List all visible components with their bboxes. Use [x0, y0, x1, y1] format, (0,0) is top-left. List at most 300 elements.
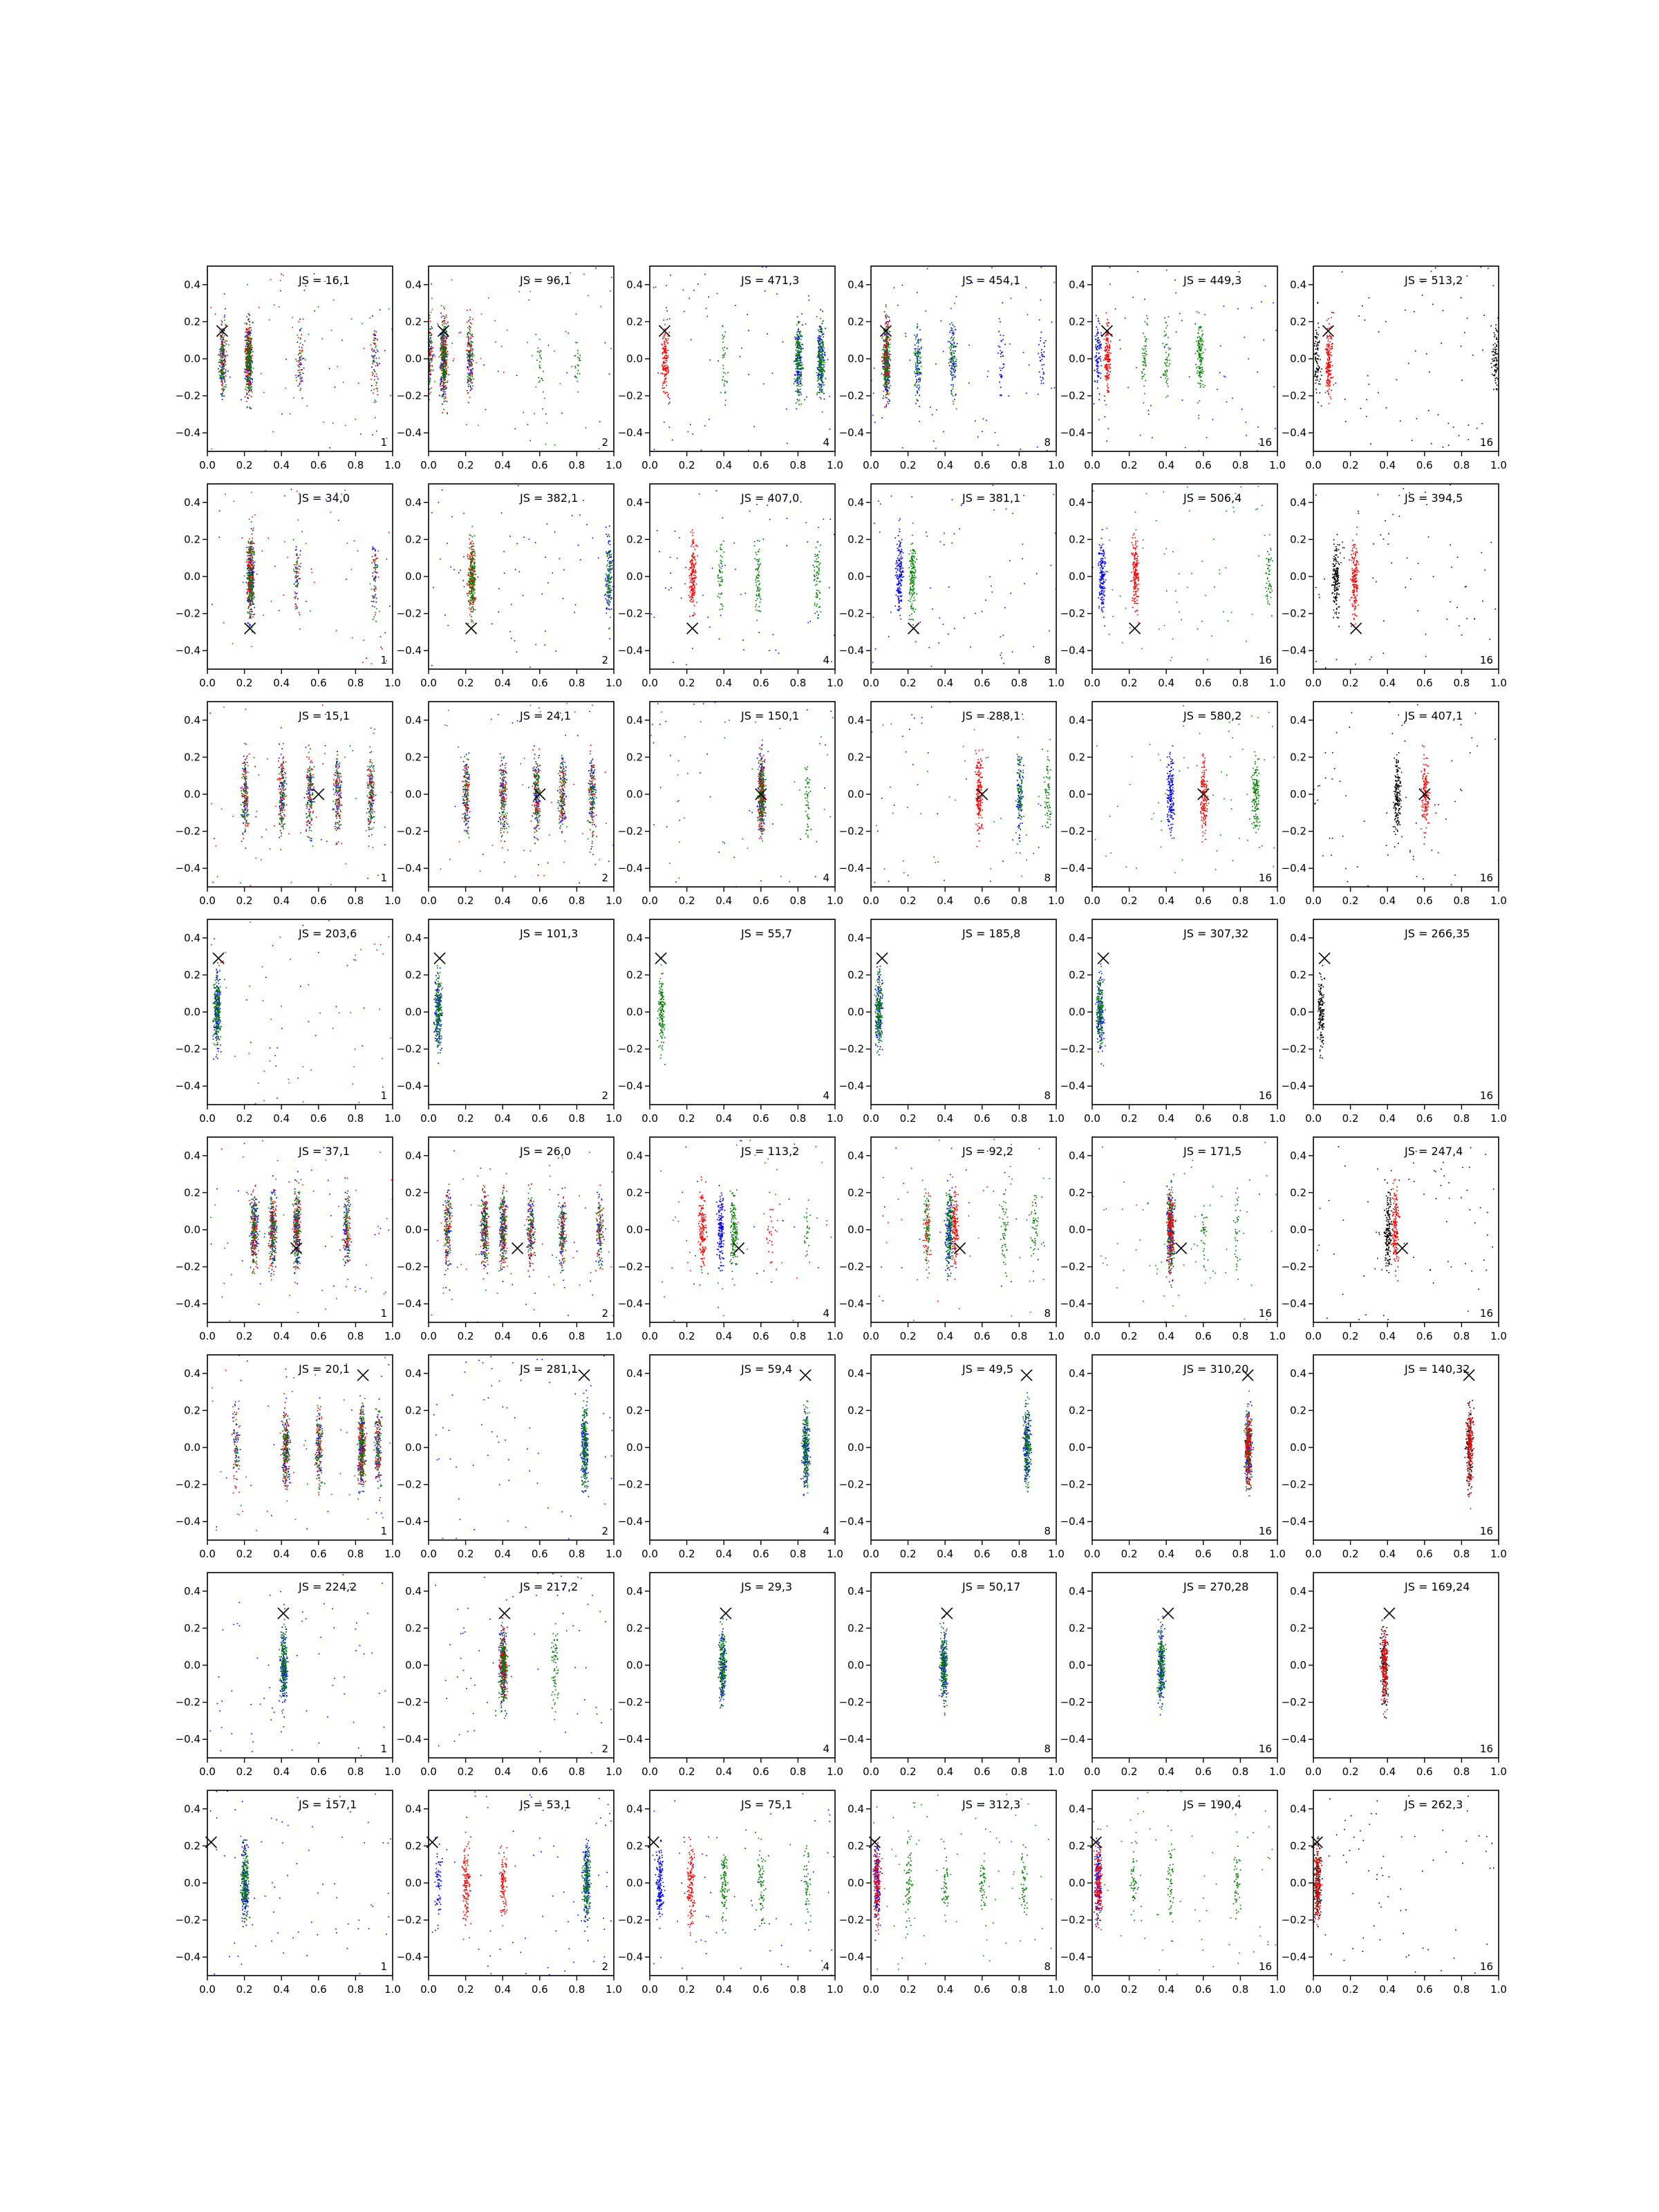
x-tick-label: 0.8 — [789, 459, 806, 471]
scatter-point — [1314, 354, 1315, 355]
scatter-point — [720, 392, 722, 393]
scatter-point — [279, 306, 280, 308]
scatter-point — [219, 365, 221, 366]
scatter-point — [430, 337, 431, 338]
scatter-point — [1316, 332, 1318, 333]
scatter-point — [225, 308, 226, 310]
scatter-point — [919, 353, 921, 355]
scatter-point — [902, 447, 903, 449]
scatter-point — [431, 334, 433, 335]
scatter-point — [431, 343, 432, 344]
scatter-point — [724, 347, 725, 348]
scatter-point — [297, 370, 299, 371]
scatter-point — [951, 372, 953, 373]
scatter-point — [469, 374, 470, 375]
scatter-point — [888, 399, 890, 400]
scatter-point — [560, 383, 561, 384]
scatter-point — [300, 360, 301, 362]
scatter-point — [301, 347, 303, 348]
scatter-point — [919, 384, 920, 386]
scatter-point — [817, 393, 818, 394]
scatter-points — [871, 267, 1055, 451]
scatter-point — [377, 349, 378, 350]
scatter-point — [1166, 369, 1168, 371]
scatter-point — [527, 424, 529, 426]
scatter-point — [377, 365, 379, 366]
scatter-point — [471, 359, 472, 360]
x-tick-label: 1.0 — [1490, 459, 1507, 471]
scatter-point — [1110, 364, 1112, 365]
scatter-point — [430, 353, 431, 354]
scatter-point — [245, 362, 247, 363]
scatter-point — [1493, 285, 1494, 287]
scatter-point — [822, 367, 823, 368]
scatter-point — [1143, 333, 1144, 335]
series-green-points — [720, 316, 825, 413]
scatter-point — [887, 349, 888, 350]
scatter-point — [1169, 363, 1170, 364]
scatter-point — [887, 401, 888, 402]
scatter-point — [1493, 375, 1494, 376]
scatter-point — [823, 366, 825, 368]
scatter-point — [1096, 362, 1098, 364]
scatter-point — [809, 299, 810, 301]
scatter-point — [1107, 392, 1109, 393]
scatter-point — [1100, 335, 1102, 336]
scatter-point — [470, 351, 471, 353]
scatter-point — [542, 380, 543, 382]
scatter-point — [950, 324, 951, 325]
scatter-point — [220, 355, 221, 356]
scatter-point — [796, 374, 798, 375]
scatter-point — [377, 378, 379, 379]
x-tick-label: 0.6 — [310, 459, 327, 471]
scatter-point — [431, 370, 432, 371]
scatter-point — [796, 324, 798, 326]
scatter-point — [1329, 324, 1330, 325]
scatter-point — [1040, 360, 1041, 362]
scatter-point — [298, 354, 299, 355]
scatter-point — [300, 377, 301, 378]
scatter-point — [890, 359, 891, 361]
scatter-point — [1328, 363, 1329, 364]
scatter-point — [717, 293, 718, 294]
scatter-point — [1202, 368, 1203, 370]
scatter-point — [442, 337, 443, 339]
scatter-point — [600, 306, 601, 308]
scatter-point — [1097, 339, 1098, 341]
scatter-point — [887, 316, 888, 317]
scatter-point — [303, 319, 304, 320]
scatter-point — [440, 344, 442, 346]
scatter-point — [223, 345, 224, 346]
scatter-point — [1448, 444, 1450, 446]
scatter-point — [441, 305, 442, 306]
scatter-point — [1217, 389, 1218, 391]
scatter-point — [1167, 325, 1168, 326]
scatter-point — [887, 362, 888, 363]
scatter-point — [247, 388, 249, 389]
scatter-point — [1264, 339, 1265, 341]
scatter-point — [822, 311, 823, 312]
scatter-point — [1109, 377, 1110, 378]
scatter-point — [915, 348, 916, 350]
scatter-point — [1200, 362, 1201, 363]
scatter-point — [823, 333, 825, 335]
scatter-point — [374, 379, 375, 381]
scatter-point — [1203, 352, 1204, 353]
scatter-point — [290, 413, 291, 415]
scatter-point — [825, 378, 827, 379]
scatter-point — [1000, 350, 1001, 352]
scatter-point — [886, 382, 888, 384]
scatter-point — [1318, 327, 1320, 328]
scatter-point — [1327, 336, 1328, 337]
scatter-point — [1325, 392, 1327, 393]
scatter-point — [1168, 395, 1169, 397]
scatter-point — [1098, 342, 1099, 344]
scatter-point — [333, 299, 335, 301]
y-tick-label: −0.2 — [618, 390, 643, 402]
scatter-point — [245, 373, 247, 374]
scatter-point — [1468, 439, 1470, 440]
scatter-point — [1492, 359, 1493, 360]
scatter-point — [331, 330, 332, 331]
scatter-point — [953, 357, 954, 358]
scatter-point — [249, 358, 250, 359]
scatter-point — [796, 381, 797, 382]
scatter-point — [663, 362, 664, 363]
scatter-point — [919, 360, 921, 362]
scatter-point — [374, 402, 375, 403]
scatter-point — [950, 359, 952, 361]
scatter-point — [427, 385, 428, 386]
scatter-point — [536, 359, 538, 361]
scatter-point — [224, 386, 225, 388]
scatter-point — [565, 331, 567, 332]
scatter-point — [1166, 397, 1168, 398]
scatter-point — [375, 355, 376, 356]
scatter-point — [1148, 414, 1150, 415]
scatter-point — [210, 307, 212, 308]
scatter-point — [818, 375, 819, 377]
scatter-point — [250, 332, 252, 334]
scatter-point — [429, 328, 431, 330]
scatter-point — [541, 378, 543, 379]
scatter-point — [220, 335, 221, 337]
scatter-point — [916, 382, 917, 383]
scatter-point — [935, 364, 937, 365]
scatter-point — [665, 339, 666, 340]
scatter-point — [664, 335, 666, 336]
scatter-point — [822, 411, 823, 413]
scatter-point — [1481, 267, 1482, 268]
scatter-point — [221, 346, 222, 348]
scatter-point — [248, 313, 250, 315]
scatter-point — [886, 388, 888, 390]
scatter-point — [1200, 386, 1201, 388]
scatter-point — [1109, 345, 1111, 346]
scatter-point — [920, 339, 921, 340]
scatter-point — [1331, 355, 1333, 356]
scatter-point — [1099, 323, 1100, 324]
scatter-point — [1315, 357, 1316, 358]
scatter-point — [684, 311, 685, 312]
scatter-point — [818, 383, 820, 384]
scatter-point — [955, 377, 956, 378]
scatter-point — [305, 359, 306, 361]
scatter-point — [986, 420, 987, 421]
scatter-point — [468, 386, 469, 387]
scatter-point — [1327, 350, 1329, 352]
scatter-point — [801, 348, 803, 350]
scatter-point — [1201, 362, 1202, 363]
scatter-point — [666, 353, 667, 354]
scatter-point — [566, 373, 568, 374]
scatter-point — [881, 373, 883, 375]
scatter-point — [1096, 339, 1097, 340]
scatter-point — [802, 364, 803, 366]
scatter-point — [1170, 348, 1171, 349]
scatter-point — [241, 399, 242, 400]
scatter-point — [820, 337, 821, 339]
scatter-point — [1315, 388, 1317, 390]
scatter-point — [1327, 379, 1328, 381]
scatter-point — [446, 374, 447, 375]
scatter-point — [1044, 342, 1045, 344]
scatter-point — [1327, 353, 1329, 355]
scatter-point — [445, 364, 447, 366]
scatter-point — [1169, 349, 1170, 350]
scatter-point — [440, 343, 442, 344]
scatter-point — [1107, 338, 1109, 339]
scatter-point — [1199, 383, 1201, 384]
scatter-point — [936, 409, 937, 411]
scatter-point — [883, 361, 885, 362]
scatter-point — [1106, 355, 1107, 357]
scatter-point — [1482, 350, 1483, 351]
scatter-point — [610, 348, 612, 350]
scatter-point — [247, 342, 248, 344]
scatter-point — [1011, 298, 1012, 299]
scatter-point — [801, 374, 803, 375]
x-tick-label: 0.8 — [1453, 459, 1470, 471]
scatter-point — [301, 334, 302, 335]
scatter-point — [426, 337, 427, 339]
scatter-point — [373, 373, 374, 375]
scatter-point — [950, 330, 952, 332]
scatter-point — [538, 351, 539, 353]
scatter-point — [443, 393, 444, 394]
scatter-point — [376, 388, 377, 389]
scatter-point — [1431, 271, 1432, 272]
scatter-point — [1143, 349, 1145, 350]
axes-frame — [1092, 266, 1277, 451]
scatter-point — [772, 373, 774, 374]
scatter-point — [1202, 373, 1203, 374]
scatter-point — [1317, 355, 1318, 356]
scatter-point — [375, 347, 377, 348]
scatter-point — [818, 371, 820, 372]
scatter-point — [1328, 318, 1329, 319]
scatter-point — [884, 372, 885, 373]
scatter-point — [373, 361, 375, 362]
scatter-point — [300, 388, 301, 390]
scatter-point — [951, 366, 953, 368]
scatter-point — [222, 321, 223, 323]
scatter-point — [820, 346, 821, 347]
scatter-point — [443, 409, 444, 411]
scatter-point — [427, 348, 429, 350]
scatter-point — [722, 355, 724, 356]
scatter-point — [375, 385, 377, 386]
scatter-point — [470, 387, 471, 388]
scatter-point — [1145, 340, 1146, 341]
scatter-point — [245, 337, 247, 338]
scatter-point — [575, 342, 577, 344]
scatter-point — [220, 370, 221, 371]
scatter-point — [429, 348, 431, 350]
scatter-point — [1225, 377, 1226, 378]
scatter-point — [442, 366, 443, 367]
scatter-point — [666, 357, 668, 359]
scatter-point — [1328, 364, 1329, 366]
scatter-point — [300, 357, 301, 358]
scatter-point — [664, 357, 665, 358]
scatter-point — [1107, 361, 1109, 362]
scatter-point — [1328, 375, 1329, 376]
scatter-point — [471, 368, 473, 370]
scatter-point — [886, 373, 888, 375]
scatter-point — [539, 352, 541, 353]
scatter-point — [1201, 340, 1202, 341]
scatter-point — [430, 338, 431, 339]
scatter-point — [799, 336, 800, 337]
scatter-point — [797, 388, 798, 390]
scatter-point — [1329, 403, 1330, 404]
y-tick-label: 0.2 — [1290, 315, 1306, 328]
scatter-point — [885, 340, 886, 341]
scatter-point — [375, 371, 376, 373]
scatter-point — [1107, 387, 1109, 388]
scatter-point — [430, 379, 431, 381]
scatter-point — [1107, 357, 1109, 358]
scatter-point — [1315, 372, 1317, 373]
scatter-point — [300, 363, 301, 364]
scatter-point — [796, 339, 798, 340]
scatter-point — [662, 364, 663, 366]
scatter-point — [332, 422, 334, 424]
scatter-point — [351, 319, 353, 320]
scatter-point — [223, 374, 225, 375]
scatter-point — [225, 384, 227, 386]
scatter-point — [950, 353, 952, 355]
scatter-point — [797, 392, 798, 393]
scatter-point — [709, 419, 710, 420]
scatter-point — [225, 324, 227, 326]
scatter-point — [1096, 344, 1097, 346]
series-blue-points — [215, 273, 391, 449]
y-tick-label: −0.4 — [1282, 427, 1306, 439]
scatter-point — [1106, 440, 1107, 442]
scatter-point — [249, 373, 250, 374]
scatter-point — [1244, 337, 1246, 338]
scatter-point — [374, 333, 375, 335]
scatter-point — [469, 331, 471, 332]
scatter-point — [301, 378, 302, 379]
panel-r1-c1 — [176, 266, 401, 471]
scatter-point — [887, 379, 888, 380]
scatter-point — [220, 352, 221, 353]
scatter-point — [1000, 346, 1001, 348]
scatter-point — [223, 350, 224, 351]
scatter-point — [666, 385, 667, 386]
scatter-point — [440, 386, 441, 387]
scatter-point — [442, 385, 444, 386]
scatter-point — [886, 334, 888, 335]
scatter-point — [426, 326, 427, 327]
scatter-point — [1316, 338, 1318, 339]
scatter-point — [1168, 347, 1170, 348]
scatter-point — [1165, 377, 1166, 379]
scatter-point — [1202, 340, 1203, 341]
scatter-point — [250, 385, 251, 386]
scatter-point — [222, 334, 223, 335]
scatter-point — [1103, 359, 1105, 361]
scatter-point — [888, 355, 889, 357]
scatter-point — [541, 358, 542, 359]
scatter-point — [431, 283, 432, 285]
scatter-point — [1146, 315, 1147, 317]
scatter-point — [1318, 372, 1319, 373]
scatter-point — [796, 343, 798, 344]
scatter-point — [444, 352, 445, 353]
scatter-point — [1226, 402, 1228, 403]
scatter-point — [1316, 352, 1318, 353]
scatter-point — [796, 349, 797, 350]
scatter-point — [798, 373, 799, 374]
scatter-point — [1327, 359, 1329, 361]
scatter-point — [1197, 350, 1198, 352]
scatter-point — [225, 364, 227, 365]
scatter-point — [247, 346, 249, 348]
scatter-point — [468, 336, 469, 337]
scatter-point — [218, 355, 219, 356]
scatter-point — [951, 393, 953, 394]
scatter-point — [821, 391, 822, 392]
scatter-point — [225, 375, 227, 377]
scatter-point — [285, 359, 287, 360]
scatter-point — [538, 382, 540, 383]
scatter-point — [951, 365, 953, 366]
scatter-point — [1098, 318, 1099, 319]
scatter-point — [442, 387, 444, 388]
scatter-point — [1333, 384, 1334, 386]
scatter-point — [1165, 328, 1167, 329]
scatter-point — [322, 338, 324, 339]
scatter-point — [248, 362, 250, 363]
scatter-point — [796, 366, 798, 367]
scatter-point — [1145, 355, 1146, 357]
scatter-point — [1051, 321, 1053, 323]
scatter-point — [1327, 346, 1328, 347]
scatter-point — [577, 357, 579, 358]
scatter-point — [299, 346, 300, 348]
scatter-point — [374, 330, 375, 332]
scatter-point — [1143, 386, 1145, 387]
scatter-point — [1318, 345, 1319, 346]
scatter-point — [442, 394, 443, 395]
